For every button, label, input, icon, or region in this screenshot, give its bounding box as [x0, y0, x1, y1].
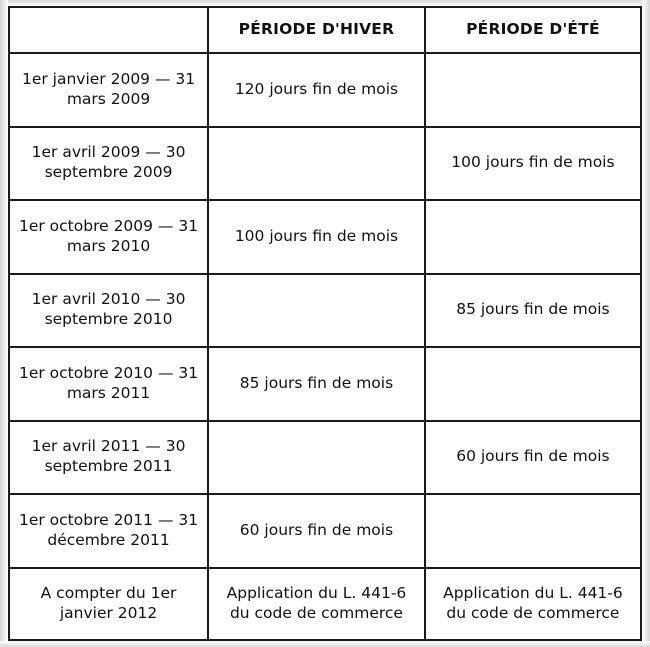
cell-period: 1er janvier 2009 — 31 mars 2009: [9, 53, 208, 127]
table-row: [9, 421, 641, 495]
cell-summer: 100 jours fin de mois: [425, 127, 641, 201]
cell-winter: [208, 274, 425, 348]
table-row: [9, 53, 641, 127]
cell-winter: [208, 127, 425, 201]
table-row: [9, 127, 641, 201]
table-header-row-group: [9, 7, 641, 53]
cell-summer: 85 jours fin de mois: [425, 274, 641, 348]
column-header-summer: PÉRIODE D'ÉTÉ: [425, 7, 641, 53]
cell-winter: Application du L. 441-6 du code de commerce: [208, 568, 425, 641]
cell-winter: 85 jours fin de mois: [208, 347, 425, 421]
cell-winter: [208, 421, 425, 495]
page-edge-shading-bottom: [0, 641, 650, 647]
cell-summer: Application du L. 441-6 du code de commerce: [425, 568, 641, 641]
cell-period: 1er avril 2011 — 30 septembre 2011: [9, 421, 208, 495]
page-edge-shading-left: [0, 0, 8, 647]
cell-winter: 100 jours fin de mois: [208, 200, 425, 274]
cell-summer: [425, 347, 641, 421]
table-row: [9, 494, 641, 568]
column-header-period: [9, 7, 208, 53]
cell-period: 1er avril 2009 — 30 septembre 2009: [9, 127, 208, 201]
cell-summer: [425, 53, 641, 127]
cell-period: 1er octobre 2011 — 31 décembre 2011: [9, 494, 208, 568]
cell-winter: 60 jours fin de mois: [208, 494, 425, 568]
cell-winter: 120 jours fin de mois: [208, 53, 425, 127]
table-body: [9, 53, 641, 640]
cell-summer: [425, 494, 641, 568]
table-row: [9, 568, 641, 641]
page-edge-shading-right: [642, 0, 650, 647]
cell-period: 1er octobre 2010 — 31 mars 2011: [9, 347, 208, 421]
table-header-row: [9, 7, 641, 53]
table-row: [9, 347, 641, 421]
cell-summer: [425, 200, 641, 274]
cell-period: 1er avril 2010 — 30 septembre 2010: [9, 274, 208, 348]
payment-delay-table: [8, 6, 642, 641]
cell-summer: 60 jours fin de mois: [425, 421, 641, 495]
cell-period: A compter du 1er janvier 2012: [9, 568, 208, 641]
table-row: [9, 274, 641, 348]
column-header-winter: PÉRIODE D'HIVER: [208, 7, 425, 53]
payment-delay-table-container: [8, 6, 642, 641]
table-row: [9, 200, 641, 274]
cell-period: 1er octobre 2009 — 31 mars 2010: [9, 200, 208, 274]
